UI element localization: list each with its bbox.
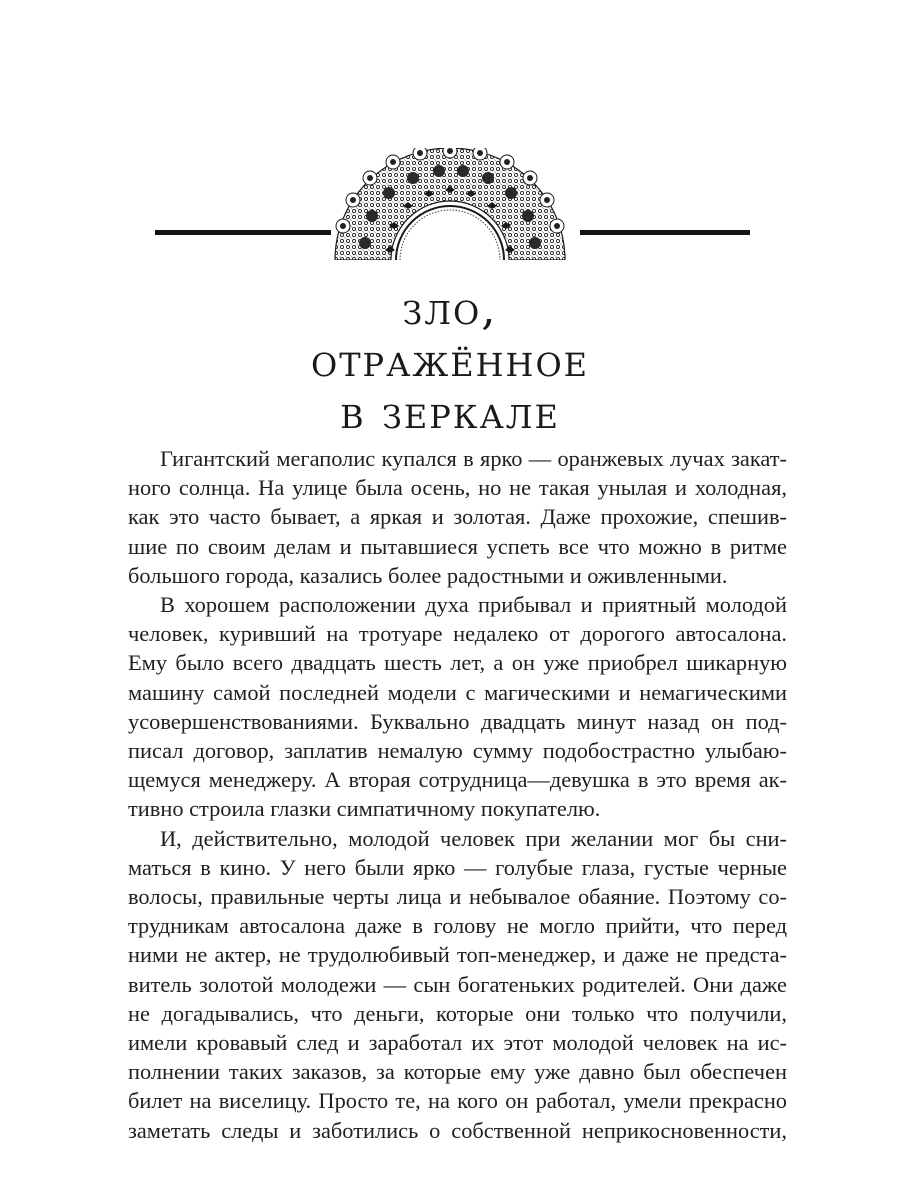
lace-fan-ornament-icon xyxy=(327,148,573,260)
text-line: имели кровавый след и заработал их этот молодой человек на ис- xyxy=(128,1030,787,1056)
chapter-title-line-2: отражённое xyxy=(310,334,590,387)
text-line: писал договор, заплатив немалую сумму подобострастно улыбаю- xyxy=(128,738,787,764)
text-line: билет на виселицу. Просто те, на кого он работал, умели прекрасно xyxy=(128,1088,787,1114)
text-line: машину самой последней модели с магическими и немагическими xyxy=(128,679,787,705)
chapter-title-line-1: зло, xyxy=(402,282,498,335)
chapter-body xyxy=(128,444,787,1145)
chapter-header-ornament xyxy=(155,148,750,260)
paragraph-2 xyxy=(128,590,787,824)
text-line: Ему было всего двадцать шесть лет, а он уже приобрел шикарную xyxy=(128,650,787,676)
paragraph-3 xyxy=(128,824,787,1145)
text-line: полнении таких заказов, за которые ему уже давно был обеспечен xyxy=(128,1059,787,1085)
text-line: человек, куривший на тротуаре недалеко от дорогого автосалона. xyxy=(128,621,787,647)
horizontal-rule-right xyxy=(580,230,750,235)
text-line: В хорошем расположении духа прибывал и приятный молодой xyxy=(160,592,787,618)
chapter-title-line-3: в зеркале xyxy=(340,386,560,439)
text-line: И, действительно, молодой человек при желании мог бы сни- xyxy=(160,825,787,851)
text-line: тивно строила глазки симпатичному покупателю. xyxy=(128,796,601,822)
text-line: Гигантский мегаполис купался в ярко — оранжевых лучах закат- xyxy=(160,446,787,471)
text-line: ними не актер, не трудолюбивый топ-менеджер, и даже не предста- xyxy=(128,942,787,968)
horizontal-rule-left xyxy=(155,230,331,235)
text-line: заметать следы и заботились о собственной неприкосновенности, xyxy=(128,1117,787,1143)
text-line: маться в кино. У него были ярко — голубые глаза, густые черные xyxy=(128,854,787,880)
text-line: ного солнца. На улице была осень, но не такая унылая и холодная, xyxy=(128,475,787,501)
text-line: большого города, казались более радостными и оживленными. xyxy=(128,562,728,588)
paragraph-1 xyxy=(128,444,787,590)
text-line: не догадывались, что деньги, которые они только что получили, xyxy=(128,1000,787,1026)
chapter-title xyxy=(0,283,900,439)
text-line: как это часто бывает, а яркая и золотая. Даже прохожие, спешив- xyxy=(128,504,787,530)
text-line: трудникам автосалона даже в голову не могло прийти, что перед xyxy=(128,913,787,939)
text-line: усовершенствованиями. Буквально двадцать минут назад он под- xyxy=(128,708,787,734)
text-line: витель золотой молодежи — сын богатеньких родителей. Они даже xyxy=(128,971,787,997)
text-line: волосы, правильные черты лица и небывалое обаяние. Поэтому со- xyxy=(128,884,787,910)
text-line: щемуся менеджеру. А вторая сотрудница—девушка в это время ак- xyxy=(128,767,787,793)
text-line: шие по своим делам и пытавшиеся успеть все что можно в ритме xyxy=(128,533,787,559)
